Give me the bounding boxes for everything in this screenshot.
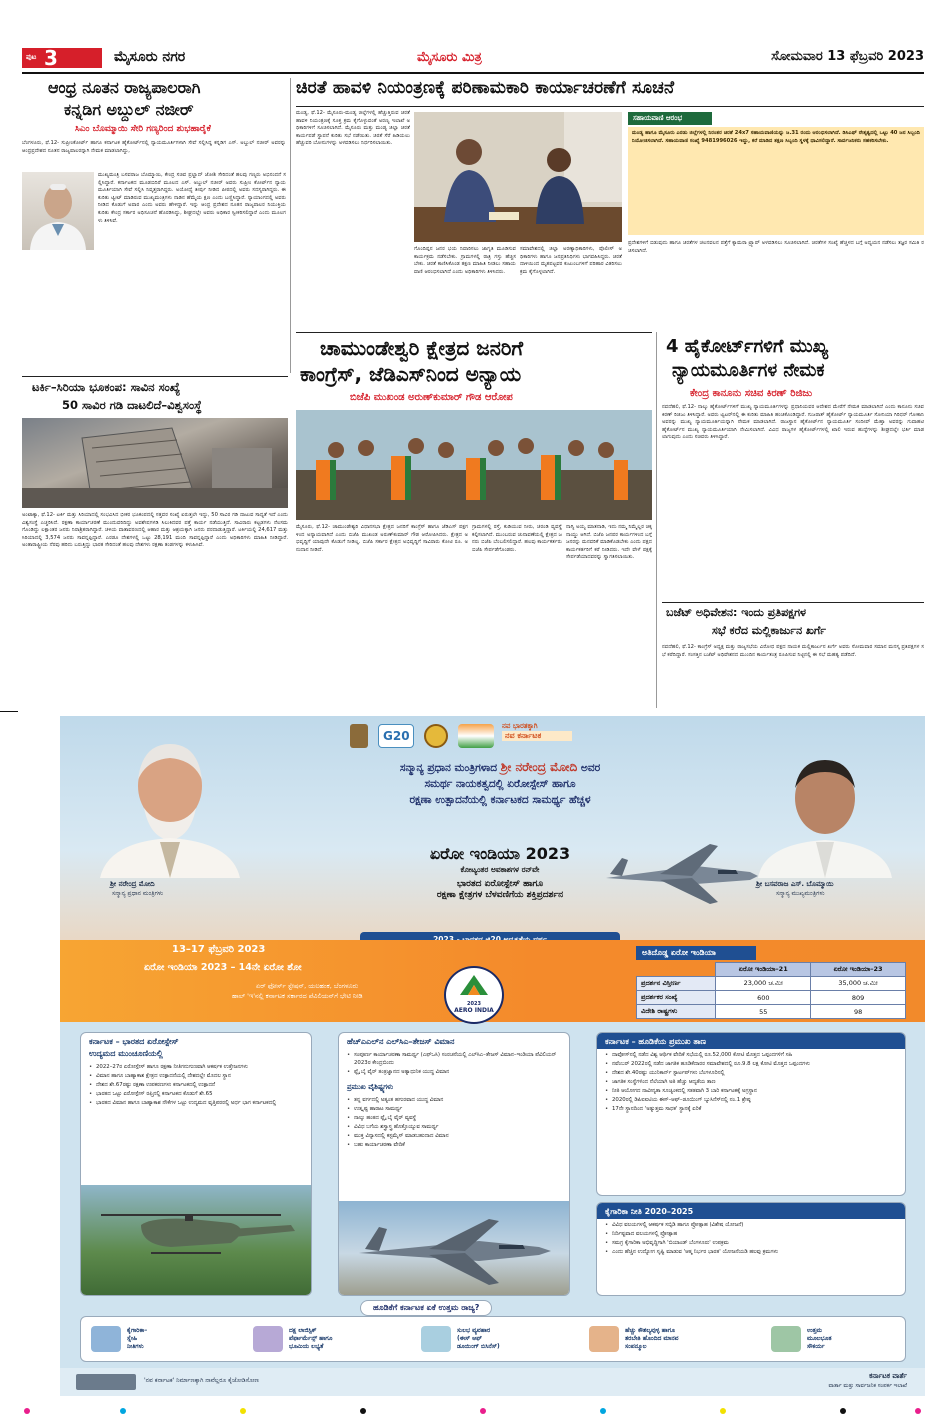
- turkey-headline-2: 50 ಸಾವಿರ ಗಡಿ ದಾಟಲಿದೆ–ವಿಶ್ವಸಂಸ್ಥೆ: [62, 398, 202, 412]
- congress-body-1: ಮೈಸೂರು, ಫೆ.12- ಚಾಮುಂಡೇಶ್ವರಿ ವಿಧಾನಸಭಾ ಕ್ಷೇತ್ರದ ಜನರಿಗೆ ಕಾಂಗ್ರೆಸ್ ಹಾಗೂ ಜೆಡಿಎಸ್ ಪಕ್ಷಗಳಿಂದ ಅನ್ಯಾಯವಾಗಿದೆ ಎಂದು ಬಿಜೆಪಿ ಮುಖಂಡ ಅರುಣ್‌ಕುಮಾರ್ ಗೌಡ ಆರೋಪಿಸಿದರು. ಕ್ಷೇತ್ರದ ಅಭಿವೃದ್ಧಿಗೆ ಯಾವುದೇ ಕೊಡುಗೆ ನೀಡಿಲ್ಲ. ಬಿಜೆಪಿ ಸರ್ಕಾರ ಕ್ಷೇತ್ರದ ಅಭಿವೃದ್ಧಿಗೆ ಸಾವಿರಾರು ಕೋಟಿ ರೂ. ಅನುದಾನ ನೀಡಿದೆ.: [296, 524, 468, 553]
- crowd-with-flags-icon: [296, 410, 652, 520]
- page-number-badge: [22, 48, 102, 68]
- registration-dot: [480, 1408, 486, 1414]
- stats-row-label: ಪ್ರದರ್ಶನ ವಿಸ್ತೀರ್ಣ: [637, 977, 716, 991]
- stats-header-empty: [637, 963, 716, 977]
- ad-headline-post: ಅವರ: [577, 762, 601, 774]
- stats-row-label: ಪ್ರದರ್ಶಕರ ಸಂಖ್ಯೆ: [637, 991, 716, 1005]
- pm-name: ಶ್ರೀ ನರೇಂದ್ರ ಮೋದಿ: [110, 880, 155, 888]
- g20-logo-icon: G20: [378, 724, 414, 748]
- list-item: • ಭಾರತದ ವಿಮಾನ ಹಾಗೂ ಬಾಹ್ಯಾಕಾಶ ನೌಕೆಗಳ ಒಟ್ಟು ಉದ್ಯಮದ ವೃತ್ತಿಪರರಲ್ಲಿ ಅರ್ಧ ಭಾಗ ಕರ್ನಾಟಕದಲ್ಲಿ: [89, 1099, 303, 1107]
- hc-body: ನವದೆಹಲಿ, ಫೆ.12- ನಾಲ್ಕು ಹೈಕೋರ್ಟ್‌ಗಳಿಗೆ ಮುಖ್ಯ ನ್ಯಾಯಮೂರ್ತಿಗಳನ್ನು ಪ್ರಧಾನಿಯವರ ಆದೇಶದ ಮೇರೆಗೆ ನೇಮಕ ಮಾಡಲಾಗಿದೆ ಎಂದು ಕಾನೂನು ಸಚಿವ ಕಿರಣ್ ರಿಜಿಜು ತಿಳಿಸಿದ್ದಾರೆ. ಅವರು ಟ್ವಿಟರ್‌ನಲ್ಲಿ ಈ ಕುರಿತು ಮಾಹಿತಿ ಹಂಚಿಕೊಂಡಿದ್ದಾರೆ. ಗುಜರಾತ್ ಹೈಕೋರ್ಟ್ ನ್ಯಾಯಮೂರ್ತಿ ಸೋನಿಯಾ ಗಿರಿಧರ್ ಗೋಕಾನಿ ಅವರನ್ನು ಮುಖ್ಯ ನ್ಯಾಯಮೂರ್ತಿಯನ್ನಾಗಿ ನೇಮಕ ಮಾಡಲಾಗಿದೆ. ರಾಜಸ್ಥಾನ ಹೈಕೋರ್ಟ್‌ನ ನ್ಯಾಯಮೂರ್ತಿ ಸಂದೀಪ್ ಮೆಹ್ತಾ ಅವರನ್ನು ಗುವಾಹಟಿ ಹೈಕೋರ್ಟ್‌ನ ಮುಖ್ಯ ನ್ಯಾಯಮೂರ್ತಿಯಾಗಿ ನೇಮಿಸಲಾಗಿದೆ. ವಿವಿಧ ರಾಜ್ಯಗಳ ಹೈಕೋರ್ಟ್‌ಗಳಲ್ಲಿ ಖಾಲಿ ಇರುವ ಹುದ್ದೆಗಳನ್ನು ಶೀಘ್ರದಲ್ಲೇ ಭರ್ತಿ ಮಾಡಲಾಗುವುದು ಎಂದು ಸಚಿವರು ತಿಳಿಸಿದ್ದಾರೆ.: [662, 404, 924, 441]
- masthead: [22, 48, 924, 70]
- show-line: ಏರೋ ಇಂಡಿಯಾ 2023 – 14ನೇ ಏರೋ ಶೋ: [144, 962, 302, 973]
- party-joining-photo: [296, 410, 652, 520]
- ad-headline-line-2: ಸಮರ್ಥ ನಾಯಕತ್ವದಲ್ಲಿ ಏರೋಸ್ಪೇಸ್ ಹಾಗೂ: [424, 778, 576, 790]
- list-item: • ಫ್ಲೈ ಬೈ ವೈರ್ ತಂತ್ರಜ್ಞಾನದ ಅತ್ಯಾಧುನಿಕ ಯುದ್ಧ ವಿಮಾನ: [347, 1068, 561, 1076]
- hc-headline-1: 4 ಹೈಕೋರ್ಟ್‌ಗಳಿಗೆ ಮುಖ್ಯ: [666, 336, 829, 357]
- stats-row: [637, 977, 906, 991]
- stats-row-value-2021: 55: [716, 1005, 811, 1019]
- governor-subhead: ಸಿಎಂ ಬೊಮ್ಮಾಯಿ ಸೇರಿ ಗಣ್ಯರಿಂದ ಶುಭಹಾರೈಕೆ: [75, 124, 211, 134]
- list-item: • ವಿವಿಧ ವಲಯಗಳಲ್ಲಿ ಆಕರ್ಷಕ ಸಬ್ಸಿಡಿ ಹಾಗೂ ಪ್ರೋತ್ಸಾಹ (ವಿಶೇಷ ಯೋಜನೆ): [605, 1221, 897, 1229]
- governor-body-1: ಬೆಂಗಳೂರು, ಫೆ.12- ಸುಪ್ರೀಂಕೋರ್ಟ್ ಹಾಗೂ ಕರ್ನಾಟಕ ಹೈಕೋರ್ಟ್‌ನಲ್ಲಿ ನ್ಯಾಯಮೂರ್ತಿಗಳಾಗಿ ಸೇವೆ ಸಲ್ಲಿಸಿದ್ದ ಕನ್ನಡಿಗ ಎಸ್. ಅಬ್ದುಲ್ ನಜೀರ್ ಅವರನ್ನು ಆಂಧ್ರಪ್ರದೇಶದ ನೂತನ ರಾಜ್ಯಪಾಲರನ್ನಾಗಿ ನೇಮಕ ಮಾಡಲಾಗಿದ್ದು,: [22, 140, 286, 154]
- list-item: • ಬಹು ಕಾರ್ಯಾಚರಣಾ ವೇದಿಕೆ: [347, 1141, 561, 1149]
- tejas-aircraft-icon: [339, 1201, 570, 1296]
- registration-dot: [120, 1408, 126, 1414]
- registration-dot: [360, 1408, 366, 1414]
- bottom-dept-1: ಕರ್ನಾಟಕ ವಾರ್ತೆ: [869, 1372, 907, 1380]
- pm-portrait-figure-icon: [90, 730, 250, 878]
- stats-panel: [636, 946, 906, 1022]
- page-label: ಪುಟ: [26, 53, 37, 61]
- stats-header-row: [637, 963, 906, 977]
- registration-dot: [24, 1408, 30, 1414]
- col-rule-1: [290, 78, 291, 373]
- event-dates: 13–17 ಫೆಬ್ರವರಿ 2023: [172, 944, 266, 955]
- hc-headline-2: ನ್ಯಾಯಮೂರ್ತಿಗಳ ನೇಮಕ: [672, 360, 825, 381]
- list-item: • 17ನೇ ಸ್ಥಾನದಿಂದ 'ಅತ್ಯುತ್ತಮ ಸಾಧಕ' ಸ್ಥಾನಕ್ಕೆ ಏರಿಕೆ: [605, 1105, 897, 1113]
- portrait-placeholder-icon: [22, 172, 94, 250]
- box1-list: [81, 1061, 311, 1110]
- ad-headline: [260, 760, 740, 807]
- investment-destination-box: [596, 1032, 906, 1196]
- event-sub-3: ರಕ್ಷಣಾ ಕ್ಷೇತ್ರಗಳ ಬೆಳವಣಿಗೆಯ ಶಕ್ತಿಪ್ರದರ್ಶನ: [436, 890, 564, 900]
- bottom-dept-2: ವಾರ್ತಾ ಮತ್ತು ಸಾರ್ವಜನಿಕ ಸಂಪರ್ಕ ಇಲಾಖೆ: [828, 1383, 907, 1389]
- helicopter-icon: [81, 1185, 312, 1296]
- event-sub-1: ಕೋಟ್ಯಂತರ ಅವಕಾಶಗಳ ರನ್‌ವೇ: [460, 865, 540, 874]
- leopard-body-2: ಗೊಂದಿಪ್ಪನ ಜನರ ಭಯ ನಿವಾರಿಸಲು ಜಾಗೃತಿ ಮೂಡಿಸುವ ಕಾರ್ಯಕ್ರಮ ನಡೆಸಬೇಕು. ಗ್ರಾಮಗಳಲ್ಲಿ ರಾತ್ರಿ ಗಸ್ತು ಹೆಚ್ಚಿಸಬೇಕು. ಚಿರತೆ ಕಾಣಿಸಿಕೊಂಡ ತಕ್ಷಣ ಮಾಹಿತಿ ನೀಡಲು ಸಹಾಯವಾಣಿ ಆರಂಭಿಸಲಾಗಿದೆ ಎಂದು ಅಧಿಕಾರಿಗಳು ತಿಳಿಸಿದರು.: [414, 246, 516, 275]
- list-item: • 2022–27ರ ಏರೋಸ್ಪೇಸ್ ಹಾಗೂ ರಕ್ಷಣಾ ನೀತಿಗನುಗುಣವಾಗಿ ಆಕರ್ಷಕ ಉತ್ತೇಜನಗಳು: [89, 1063, 303, 1071]
- event-sub-2: ಭಾರತದ ಏರೋಸ್ಪೇಸ್ ಹಾಗೂ: [456, 879, 544, 889]
- box3-title: ಕರ್ನಾಟಕ – ಹೂಡಿಕೆಯ ಪ್ರಮುಖ ತಾಣ: [597, 1033, 905, 1049]
- azadi-amrit-logo-icon: [458, 724, 494, 748]
- list-item: • ಮುಕ್ತ ವಿನ್ಯಾಸದಲ್ಲಿ ಕಸ್ಟಮೈಸ್ ಮಾಡಬಹುದಾದ ವಿಮಾನ: [347, 1132, 561, 1140]
- venue-line-2: ಹಾಲ್ 'ಇ'ನಲ್ಲಿ ಕರ್ನಾಟಕ ಸರ್ಕಾರದ ಪೆವಿಲಿಯನ್‌ಗೆ ಭೇಟಿ ನೀಡಿ: [232, 992, 363, 1000]
- slogan-line-2: ನವ ಕರ್ನಾಟಕ: [502, 731, 572, 741]
- stats-row-value-2021: 23,000 ಚ.ಮೀ: [716, 977, 811, 991]
- aero-india-logo: [444, 966, 504, 1024]
- cm-name: ಶ್ರೀ ಬಸವರಾಜ ಎಸ್. ಬೊಮ್ಮಾಯಿ: [756, 880, 834, 888]
- event-title: ಏರೋ ಇಂಡಿಯಾ 2023: [429, 844, 571, 863]
- stats-row-value-2023: 98: [811, 1005, 906, 1019]
- industrial-policy-box: [596, 1202, 906, 1296]
- budget-headline-2: ಸಭೆ ಕರೆದ ಮಲ್ಲಿಕಾರ್ಜುನ ಖರ್ಗೆ: [712, 624, 827, 637]
- page-number: 3: [44, 46, 58, 70]
- crop-mark: [0, 711, 18, 712]
- list-item: • ದಾವೋಸ್‌ನಲ್ಲಿ ನಡೆದ ವಿಶ್ವ ಆರ್ಥಿಕ ವೇದಿಕೆ ಸಭೆಯಲ್ಲಿ ರೂ.52,000 ಕೋಟಿ ಮೊತ್ತದ ಒಪ್ಪಂದಗಳಿಗೆ ಸಹಿ: [605, 1051, 897, 1059]
- registration-dot: [600, 1408, 606, 1414]
- budget-top-rule: [662, 602, 924, 603]
- helpline-tag: [628, 112, 712, 125]
- budget-body: ನವದೆಹಲಿ, ಫೆ.12- ಕಾಂಗ್ರೆಸ್ ಅಧ್ಯಕ್ಷ ಮತ್ತು ರಾಜ್ಯಸಭೆಯ ವಿರೋಧ ಪಕ್ಷದ ನಾಯಕ ಮಲ್ಲಿಕಾರ್ಜುನ ಖರ್ಗೆ ಅವರು ಸೋಮವಾರ ಸಮಾನ ಮನಸ್ಕ ಪ್ರತಿಪಕ್ಷಗಳ ಸಭೆ ಕರೆದಿದ್ದಾರೆ. ಸಂಸತ್ತಿನ ಬಜೆಟ್ ಅಧಿವೇಶನದ ಮುಂದಿನ ಕಾರ್ಯತಂತ್ರ ರೂಪಿಸುವ ನಿಟ್ಟಿನಲ್ಲಿ ಈ ಸಭೆ ಮಹತ್ವ ಪಡೆದಿದೆ.: [662, 644, 924, 658]
- box1-title-2: ಉದ್ಯಮದ ಮುಂಚೂಣಿಯಲ್ಲಿ: [89, 1049, 163, 1058]
- slogan-line-1: ನವ ಭಾರತಕ್ಕಾಗಿ: [502, 722, 538, 730]
- ad-headline-pre: ಸನ್ಮಾನ್ಯ ಪ್ರಧಾನ ಮಂತ್ರಿಗಳಾದ: [399, 762, 501, 774]
- reason-item: [771, 1317, 901, 1361]
- ad-headline-line-1: [260, 760, 740, 775]
- aero-india-logo-text: AERO INDIA: [454, 1007, 494, 1014]
- congress-top-rule: [296, 332, 652, 333]
- cm-portrait-figure-icon: [750, 746, 900, 878]
- reason-label: ದಕ್ಷ ಲಾಜಿಸ್ಟಿಕ್ ಪೆರ್ಫಾರ್ಮೆನ್ಸ್ ಹಾಗೂ ಭೂಮಿಯ ಲಭ್ಯತೆ: [289, 1327, 333, 1350]
- skyline-icon: [771, 1326, 801, 1352]
- reason-item: [421, 1317, 581, 1361]
- list-item: • ಸಮಗ್ರ ಕೈಗಾರಿಕಾ ಅಭಿವೃದ್ಧಿಗಾಗಿ 'ಬಿಯಾಂಡ್ ಬೆಂಗಳೂರು' ಉಪಕ್ರಮ: [605, 1239, 897, 1247]
- issue-date: ಸೋಮವಾರ 13 ಫೆಬ್ರವರಿ 2023: [771, 49, 924, 64]
- collapsed-building-icon: [22, 418, 288, 508]
- state-seal-icon: [424, 724, 448, 748]
- reason-item: [91, 1317, 241, 1361]
- governor-headline-2: ಕನ್ನಡಿಗ ಅಬ್ದುಲ್ ನಜೀರ್: [64, 100, 194, 119]
- stats-table: [636, 962, 906, 1019]
- leopard-rule: [296, 106, 924, 107]
- paper-name: ಮೈಸೂರು ಮಿತ್ರ: [417, 50, 482, 65]
- reason-label: ಉತ್ತಮ ಮೂಲಭೂತ ಸೌಕರ್ಯ: [807, 1327, 832, 1350]
- registration-dot: [240, 1408, 246, 1414]
- stats-col-2023: ಏರೋ ಇಂಡಿಯಾ–23: [811, 963, 906, 977]
- govt-logos-row: [350, 722, 630, 752]
- earthquake-rubble-photo: [22, 418, 288, 508]
- pm-title: ಸನ್ಮಾನ್ಯ ಪ್ರಧಾನ ಮಂತ್ರಿಗಳು: [112, 890, 164, 897]
- stats-row-value-2023: 35,000 ಚ.ಮೀ: [811, 977, 906, 991]
- box2-title: ಹೆಚ್‌ಎಎಲ್‌ನ ಎಲ್‌ಸಿಎ–ತೇಜಸ್ ವಿಮಾನ: [347, 1037, 455, 1046]
- print-registration-marks: [0, 1404, 945, 1418]
- governor-body-2: ಮುಖ್ಯಮಂತ್ರಿ ಬಸವರಾಜ ಬೊಮ್ಮಾಯಿ, ಕೇಂದ್ರ ಸಚಿವ ಪ್ರಲ್ಹಾದ್ ಜೋಶಿ ಸೇರಿದಂತೆ ಹಲವು ಗಣ್ಯರು ಅಭಿನಂದನೆ ಸಲ್ಲಿಸಿದ್ದಾರೆ. ಕರ್ನಾಟಕದ ಮೂಡಬಿದಿರೆ ಮೂಲದ ಎಸ್. ಅಬ್ದುಲ್ ನಜೀರ್ ಅವರು ಸುಪ್ರೀಂ ಕೋರ್ಟ್‌ನ ನ್ಯಾಯಮೂರ್ತಿಯಾಗಿ ಸೇವೆ ಸಲ್ಲಿಸಿ ನಿವೃತ್ತರಾಗಿದ್ದರು. ಅಯೋಧ್ಯೆ ತೀರ್ಪು ನೀಡಿದ ಪೀಠದಲ್ಲಿ ಅವರು ಸದಸ್ಯರಾಗಿದ್ದರು. ಈ ಕುರಿತು ಟ್ವೀಟ್ ಮಾಡಿರುವ ಮುಖ್ಯಮಂತ್ರಿಗಳು ನಾಡಿನ ಹೆಮ್ಮೆಯ ಕ್ಷಣ ಎಂದು ಬಣ್ಣಿಸಿದ್ದಾರೆ. ನ್ಯಾಯಾಂಗದಲ್ಲಿ ಅವರು ನೀಡಿದ ಕೊಡುಗೆ ಅಪಾರ ಎಂದು ಅವರು ಹೇಳಿದ್ದಾರೆ. ಇನ್ನು ಆಂಧ್ರ ಪ್ರದೇಶದ ನೂತನ ರಾಜ್ಯಪಾಲರ ನಿಯುಕ್ತಿಯ ಕುರಿತು ಕೇಂದ್ರ ಸರ್ಕಾರ ಅಧಿಸೂಚನೆ ಹೊರಡಿಸಿದ್ದು, ಶೀಘ್ರದಲ್ಲೇ ಅವರು ಅಧಿಕಾರ ಸ್ವೀಕರಿಸಲಿದ್ದಾರೆ ಎಂದು ಮೂಲಗಳು ತಿಳಿಸಿವೆ.: [98, 172, 286, 224]
- turkey-top-rule: [22, 376, 288, 377]
- list-item: • ದೇಶದ ಶೇ.67ರಷ್ಟು ರಕ್ಷಣಾ ಉಪಕರಣಗಳು ಕರ್ನಾಟಕದಲ್ಲಿ ಉತ್ಪಾದನೆ: [89, 1081, 303, 1089]
- infrastructure-icon: [589, 1326, 619, 1352]
- tejas-jet-photo: [339, 1201, 570, 1296]
- registration-dot: [915, 1408, 921, 1414]
- list-item: • ನವೆಂಬರ್ 2022ರಲ್ಲಿ ನಡೆದ ಜಾಗತಿಕ ಹೂಡಿಕೆದಾರರ ಸಮಾವೇಶದಲ್ಲಿ ರೂ.9.8 ಲಕ್ಷ ಕೋಟಿ ಮೊತ್ತದ ಒಪ್ಪಂದಗಳು: [605, 1060, 897, 1068]
- box2-subtitle: ಪ್ರಮುಖ ವೈಶಿಷ್ಟ್ಯಗಳು: [347, 1083, 394, 1091]
- ad-headline-pm-name: ಶ್ರೀ ನರೇಂದ್ರ ಮೋದಿ: [500, 760, 578, 774]
- list-item: • ಜಾಗತಿಕ ಸಂಸ್ಥೆಗಳಿಂದ ನೆಲೆಯಾಗಿ ಅತಿ ಹೆಚ್ಚು ಆದ್ಯತೆಯ ತಾಣ: [605, 1078, 897, 1086]
- governor-headline-1: ಆಂಧ್ರ ನೂತನ ರಾಜ್ಯಪಾಲರಾಗಿ: [48, 78, 201, 97]
- box2-features-list: [339, 1094, 569, 1152]
- registration-dot: [840, 1408, 846, 1414]
- industry-icon: [91, 1326, 121, 1352]
- box4-list: [597, 1219, 905, 1259]
- masthead-rule: [22, 72, 924, 74]
- list-item: • ಸಂಪೂರ್ಣ ಕಾರ್ಯಾಚರಣಾ ಸಾಮರ್ಥ್ಯ (ಎಫ್‌ಒಸಿ) ಸಂರಚನೆಯಲ್ಲಿ ಎಲ್‌ಸಿಎ–ತೇಜಸ್ ವಿಮಾನ–ಇಂಡಿಯಾ ಪೆವಿಲಿಯನ್ 2023ರ ಕೇಂದ್ರಬಿಂದು: [347, 1051, 561, 1067]
- congress-headline-2: ಕಾಂಗ್ರೆಸ್, ಜೆಡಿಎಸ್‌ನಿಂದ ಅನ್ಯಾಯ: [300, 362, 522, 386]
- karnataka-aerospace-box: [80, 1032, 312, 1296]
- ad-bottom-bar: [60, 1368, 925, 1396]
- congress-subhead: ಬಿಜೆಪಿ ಮುಖಂಡ ಅರುಣ್‌ಕುಮಾರ್ ಗೌಡ ಆರೋಪ: [350, 392, 513, 403]
- meeting-photo: [414, 112, 622, 242]
- meeting-scene-icon: [414, 112, 622, 242]
- reason-item: [589, 1317, 759, 1361]
- aero-india-logo-year: 2023: [467, 1001, 481, 1007]
- congress-body-3: ನಾಗ್ಯಿ ಅಯ್ಯ ಮಾತನಾಡಿ, ಇದು ನಮ್ಮ ನಿಮ್ಮೆಲ್ಲರ ಚಿಕ್ಕನಾಯ್ಡು ಆಗಿದೆ. ಬಿಜೆಪಿ ಜನಪರ ಕಾರ್ಯಗಳಿಂದ ಬಗ್ಗೆ ಜನರನ್ನು ಮನವರಿಕೆ ಮಾಡಿಕೊಡಬೇಕು ಎಂದು ಪಕ್ಷದ ಕಾರ್ಯಕರ್ತರಿಗೆ ಕರೆ ನೀಡಿದರು. ಇದೇ ವೇಳೆ ಪಕ್ಷಕ್ಕೆ ಸೇರ್ಪಡೆಯಾದವರನ್ನು ಸ್ವಾಗತಿಸಲಾಯಿತು.: [566, 524, 652, 561]
- section-title: ಮೈಸೂರು ನಗರ: [114, 49, 186, 65]
- list-item: • ವಿಮಾನ ಹಾಗೂ ಬಾಹ್ಯಾಕಾಶ ಕ್ಷೇತ್ರದ ಉತ್ಪಾದನೆಯಲ್ಲಿ ದೇಶದಲ್ಲೇ ಮೊದಲ ಸ್ಥಾನ: [89, 1072, 303, 1080]
- reason-item: [253, 1317, 413, 1361]
- nava-bharata-slogan: [502, 722, 572, 741]
- helpline-body: ಮಂಡ್ಯ ಹಾಗೂ ಮೈಸೂರು ಎರಡು ಜಿಲ್ಲೆಗಳಲ್ಲಿ ನಿರಂತರ ಚಿರತೆ 24x7 ಸಹಾಯವಾಣಿಯನ್ನು ಜ.31 ರಂದು ಆರಂಭಿಸಲಾಗಿದೆ. ಡಿಸಿಎಫ್ ನೇತೃತ್ವದಲ್ಲಿ ಒಟ್ಟು 40 ಜನ ಸಿಬ್ಬಂದಿ ನಿಯೋಜಿಸಲಾಗಿದೆ. ಸಹಾಯವಾಣಿ ಸಂಖ್ಯೆ 9481996026 ಇದ್ದು, ಕರೆ ಮಾಡಿದ ತಕ್ಷಣ ಸಿಬ್ಬಂದಿ ಸ್ಥಳಕ್ಕೆ ಧಾವಿಸಲಿದ್ದಾರೆ. ಸಾರ್ವಜನಿಕರು ಸಹಕರಿಸಬೇಕು.: [628, 127, 924, 235]
- abdul-nazeer-portrait: [22, 172, 94, 250]
- logistics-icon: [253, 1326, 283, 1352]
- congress-body-2: ಗ್ರಾಮಗಳಲ್ಲಿ ರಸ್ತೆ, ಕುಡಿಯುವ ನೀರು, ಚರಂಡಿ ವ್ಯವಸ್ಥೆ ಕಲ್ಪಿಸಲಾಗಿದೆ. ಮುಂಬರುವ ಚುನಾವಣೆಯಲ್ಲಿ ಕ್ಷೇತ್ರದ ಜನರು ಬಿಜೆಪಿ ಬೆಂಬಲಿಸಲಿದ್ದಾರೆ. ಹಲವು ಕಾರ್ಯಕರ್ತರು ಬಿಜೆಪಿ ಸೇರ್ಪಡೆಗೊಂಡರು.: [472, 524, 562, 553]
- fighter-jet-image: [600, 838, 760, 908]
- turkey-headline-1: ಟರ್ಕಿ–ಸಿರಿಯಾ ಭೂಕಂಪ: ಸಾವಿನ ಸಂಖ್ಯೆ: [32, 380, 181, 394]
- why-karnataka-title: ಹೂಡಿಕೆಗೆ ಕರ್ನಾಟಕ ಏಕೆ ಉತ್ತಮ ರಾಜ್ಯ?: [360, 1300, 492, 1316]
- list-item: • ನೀತಿ ಆಯೋಗದ ನಾವೀನ್ಯತಾ ಸೂಚ್ಯಂಕದಲ್ಲಿ ಸತತವಾಗಿ 3 ಬಾರಿ ಕರ್ನಾಟಕಕ್ಕೆ ಅಗ್ರಸ್ಥಾನ: [605, 1087, 897, 1095]
- jet-aircraft-icon: [600, 838, 760, 908]
- list-item: • ನಾಲ್ಕು ಹಂತದ ಫ್ಲೈ ಬೈ ವೈರ್ ವ್ಯವಸ್ಥೆ: [347, 1114, 561, 1122]
- list-item: • ಉತ್ಕೃಷ್ಟ ಹಾರಾಟ ಸಾಮರ್ಥ್ಯ: [347, 1105, 561, 1113]
- venue-line-1: ಏರ್ ಫೋರ್ಸ್ ಸ್ಟೇಷನ್, ಯಲಹಂಕ, ಬೆಂಗಳೂರು: [256, 982, 359, 990]
- stats-row-value-2021: 600: [716, 991, 811, 1005]
- stats-row-label: ವಿದೇಶಿ ರಾಷ್ಟ್ರಗಳು: [637, 1005, 716, 1019]
- stats-row: [637, 1005, 906, 1019]
- list-item: • 2020ರಲ್ಲಿ ಡಿಪಿಐಐಟಿಯ ಈಸ್–ಆಫ್–ಡೂಯಿಂಗ್ ಬ್ಯುಸಿನೆಸ್‌ನಲ್ಲಿ ನಂ.1 ಶ್ರೇಷ್ಠ: [605, 1096, 897, 1104]
- box2-list: [339, 1049, 569, 1079]
- helicopter-photo: [81, 1185, 312, 1296]
- list-item: • ತನ್ನ ವರ್ಗದಲ್ಲಿ ಅತ್ಯಂತ ಹಗುರವಾದ ಯುದ್ಧ ವಿಮಾನ: [347, 1096, 561, 1104]
- why-karnataka-strip: [80, 1316, 906, 1362]
- emblem-icon: [350, 724, 368, 748]
- reason-label: ಹೆಚ್ಚು ಕೌಶಲ್ಯವುಳ್ಳ ಹಾಗೂ ತರಬೇತಿ ಹೊಂದಿದ ಮಾನವ ಸಂಪನ್ಮೂಲ: [625, 1327, 679, 1350]
- hc-subhead: ಕೇಂದ್ರ ಕಾನೂನು ಸಚಿವ ಕಿರಣ್ ರಿಜಿಜು: [690, 388, 813, 399]
- list-item: • ಎಂದು ಹೆಚ್ಚಿನ ಉದ್ಯೋಗ ಸೃಷ್ಟಿ ಮಾಡುವ 'ಆತ್ಮ ನಿರ್ಭರ ಭಾರತ' ಯೋಜನೆಯಡಿ ಹಲವು ಕ್ರಮಗಳು: [605, 1248, 897, 1256]
- stats-title: ಅತಿದೊಡ್ಡ ಏರೋ ಇಂಡಿಯಾ: [636, 946, 756, 960]
- leopard-body-3: ಸಮಾವೇಶದಲ್ಲಿ ಜಿಲ್ಲಾ ಅರಣ್ಯಾಧಿಕಾರಿಗಳು, ಪೊಲೀಸ್ ಅಧಿಕಾರಿಗಳು ಹಾಗೂ ಜನಪ್ರತಿನಿಧಿಗಳು ಭಾಗವಹಿಸಿದ್ದರು. ಚಿರತೆ ದಾಳಿಯಿಂದ ಮೃತಪಟ್ಟವರ ಕುಟುಂಬಗಳಿಗೆ ಪರಿಹಾರ ವಿತರಿಸಲು ಕ್ರಮ ಕೈಗೊಳ್ಳಲಾಗಿದೆ.: [520, 246, 622, 275]
- list-item: • ದೇಶದ ಶೇ.40ರಷ್ಟು ಯುನಿಕಾರ್ನ್ ಸ್ಟಾರ್ಟಪ್‌ಗಳು ಬೆಂಗಳೂರಿನಲ್ಲಿ: [605, 1069, 897, 1077]
- turkey-body: ಅಂಟಾಕ್ಯಾ, ಫೆ.12- ಟರ್ಕಿ ಮತ್ತು ಸಿರಿಯಾದಲ್ಲಿ ಸಂಭವಿಸಿದ ಭೀಕರ ಭೂಕಂಪದಲ್ಲಿ ಸತ್ತವರ ಸಂಖ್ಯೆ ಏರುತ್ತಲೇ ಇದ್ದು, 50 ಸಾವಿರ ಗಡಿ ದಾಟುವ ಸಾಧ್ಯತೆ ಇದೆ ಎಂದು ವಿಶ್ವಸಂಸ್ಥೆ ಎಚ್ಚರಿಸಿದೆ. ರಕ್ಷಣಾ ಕಾರ್ಯಾಚರಣೆ ಮುಂದುವರಿದಿದ್ದು ಅವಶೇಷಗಳಡಿ ಸಿಲುಕಿದವರ ಪತ್ತೆ ಕಾರ್ಯ ನಡೆಯುತ್ತಿದೆ. ಸಾವಿರಾರು ಕಟ್ಟಡಗಳು ನೆಲಸಮಗೊಂಡಿದ್ದು ಲಕ್ಷಾಂತರ ಜನರು ನಿರಾಶ್ರಿತರಾಗಿದ್ದಾರೆ. ಚಳಿಯ ವಾತಾವರಣದಲ್ಲಿ ಆಹಾರ ಮತ್ತು ಆಶ್ರಯಕ್ಕಾಗಿ ಜನರು ಪರದಾಡುತ್ತಿದ್ದಾರೆ. ಟರ್ಕಿಯಲ್ಲಿ 24,617 ಮತ್ತು ಸಿರಿಯಾದಲ್ಲಿ 3,574 ಜನರು ಸಾವನ್ನಪ್ಪಿದ್ದಾರೆ. ಎರಡೂ ದೇಶಗಳಲ್ಲಿ ಒಟ್ಟು 28,191 ಮಂದಿ ಸಾವನ್ನಪ್ಪಿದ್ದಾರೆ ಎಂದು ಅಧಿಕಾರಿಗಳು ಮಾಹಿತಿ ನೀಡಿದ್ದಾರೆ. ಅಂತಾರಾಷ್ಟ್ರೀಯ ನೆರವು ಹರಿದು ಬರುತ್ತಿದ್ದು ಭಾರತ ಸೇರಿದಂತೆ ಹಲವು ದೇಶಗಳು ರಕ್ಷಣಾ ತಂಡಗಳನ್ನು ಕಳುಹಿಸಿವೆ.: [22, 512, 288, 549]
- box4-title: ಕೈಗಾರಿಕಾ ನೀತಿ 2020–2025: [597, 1203, 905, 1219]
- lca-tejas-box: [338, 1032, 570, 1296]
- helpline-tag-label: ಸಹಾಯವಾಣಿ ಆರಂಭ: [633, 114, 683, 122]
- budget-headline-1: ಬಜೆಟ್ ಅಧಿವೇಶನ: ಇಂದು ಪ್ರತಿಪಕ್ಷಗಳ: [666, 606, 807, 619]
- bottom-note: 'ನವ ಕರ್ನಾಟಕ' ನಿರ್ಮಾಣಕ್ಕಾಗಿ ನಾವೆಲ್ಲರೂ ಕೈಜೋಡಿಸೋಣ: [144, 1377, 259, 1384]
- stats-row-value-2023: 809: [811, 991, 906, 1005]
- col-rule-2: [656, 332, 657, 708]
- ad-headline-line-3: ರಕ್ಷಣಾ ಉತ್ಪಾದನೆಯಲ್ಲಿ ಕರ್ನಾಟಕದ ಸಾಮರ್ಥ್ಯ ಹೆಚ್ಚಳ: [409, 794, 591, 806]
- reason-label: ಕೈಗಾರಿಕಾ– ಸ್ನೇಹಿ ನೀತಿಗಳು: [127, 1327, 148, 1350]
- list-item: • ವಿವಿಧ ಬಗೆಯ ಶಸ್ತ್ರಾಸ್ತ್ರ ಹೊತ್ತೊಯ್ಯುವ ಸಾಮರ್ಥ್ಯ: [347, 1123, 561, 1131]
- list-item: • ಭಾರತದ ಒಟ್ಟು ಏರೋಸ್ಪೇಸ್ ರಫ್ತಿನಲ್ಲಿ ಕರ್ನಾಟಕದ ಕೊಡುಗೆ ಶೇ.65: [89, 1090, 303, 1098]
- congress-headline-1: ಚಾಮುಂಡೇಶ್ವರಿ ಕ್ಷೇತ್ರದ ಜನರಿಗೆ: [320, 336, 524, 360]
- leopard-body-1: ಮಂಡ್ಯ, ಫೆ.12- ಮೈಸೂರು-ಮಂಡ್ಯ ಜಿಲ್ಲೆಗಳಲ್ಲಿ ಹೆಚ್ಚುತ್ತಿರುವ ಚಿರತೆ ಹಾವಳಿ ನಿಯಂತ್ರಣಕ್ಕೆ ಸೂಕ್ತ ಕ್ರಮ ಕೈಗೊಳ್ಳುವಂತೆ ಅರಣ್ಯ ಇಲಾಖೆ ಅಧಿಕಾರಿಗಳಿಗೆ ಸೂಚಿಸಲಾಗಿದೆ. ಮೈಸೂರು ಮತ್ತು ಮಂಡ್ಯ ಜಿಲ್ಲಾ ಚಿರತೆ ಕಾರ್ಯಪಡೆ ಸ್ಥಾಪನೆ ಕುರಿತು ಸಭೆ ನಡೆಯಿತು. ಚಿರತೆ ಸೆರೆ ಹಿಡಿಯಲು ಹೆಚ್ಚುವರಿ ಬೋನುಗಳನ್ನು ಅಳವಡಿಸಲು ನಿರ್ಧರಿಸಲಾಯಿತು.: [296, 110, 410, 147]
- list-item: • ನಿರ್ದಿಷ್ಟವಾದ ವಲಯಗಳಲ್ಲಿ ಪ್ರೋತ್ಸಾಹ: [605, 1230, 897, 1238]
- box1-title-1: ಕರ್ನಾಟಕ – ಭಾರತದ ಏರೋಸ್ಪೇಸ್: [89, 1037, 179, 1046]
- registration-dot: [720, 1408, 726, 1414]
- cm-bommai-portrait: [750, 746, 900, 878]
- box3-list: [597, 1049, 905, 1116]
- aero-india-triangle-icon: [459, 974, 489, 996]
- vidhana-soudha-icon: [76, 1374, 136, 1390]
- leopard-body-4: ಪ್ರದೇಶಗಳಿಗೆ ಬಿಡುವುದು ಹಾಗೂ ಚಿರತೆಗಳ ಚಲನವಲನ ಪತ್ತೆಗೆ ಕ್ಯಾಮರಾ ಟ್ರ್ಯಾಪ್ ಅಳವಡಿಸಲು ಸೂಚಿಸಲಾಗಿದೆ. ಚಿರತೆಗಳ ಸಂಖ್ಯೆ ಹೆಚ್ಚಳದ ಬಗ್ಗೆ ಅಧ್ಯಯನ ನಡೆಸಲು ತಜ್ಞರ ಸಮಿತಿ ರಚಿಸಲಾಗಿದೆ.: [628, 240, 924, 254]
- stats-col-2021: ಏರೋ ಇಂಡಿಯಾ–21: [716, 963, 811, 977]
- cm-title: ಸನ್ಮಾನ್ಯ ಮುಖ್ಯಮಂತ್ರಿಗಳು: [776, 890, 825, 897]
- leopard-headline: ಚಿರತೆ ಹಾವಳಿ ನಿಯಂತ್ರಣಕ್ಕೆ ಪರಿಣಾಮಕಾರಿ ಕಾರ್ಯಾಚರಣೆಗೆ ಸೂಚನೆ: [296, 78, 675, 98]
- pm-modi-portrait: [90, 730, 250, 878]
- business-ease-icon: [421, 1326, 451, 1352]
- stats-row: [637, 991, 906, 1005]
- aero-india-advertisement: [60, 716, 925, 1396]
- reason-label: ಸುಲಭ ವ್ಯವಹಾರ (ಈಸ್ ಆಫ್ ಡೂಯಿಂಗ್ ಬಿಸಿನೆಸ್): [457, 1327, 500, 1350]
